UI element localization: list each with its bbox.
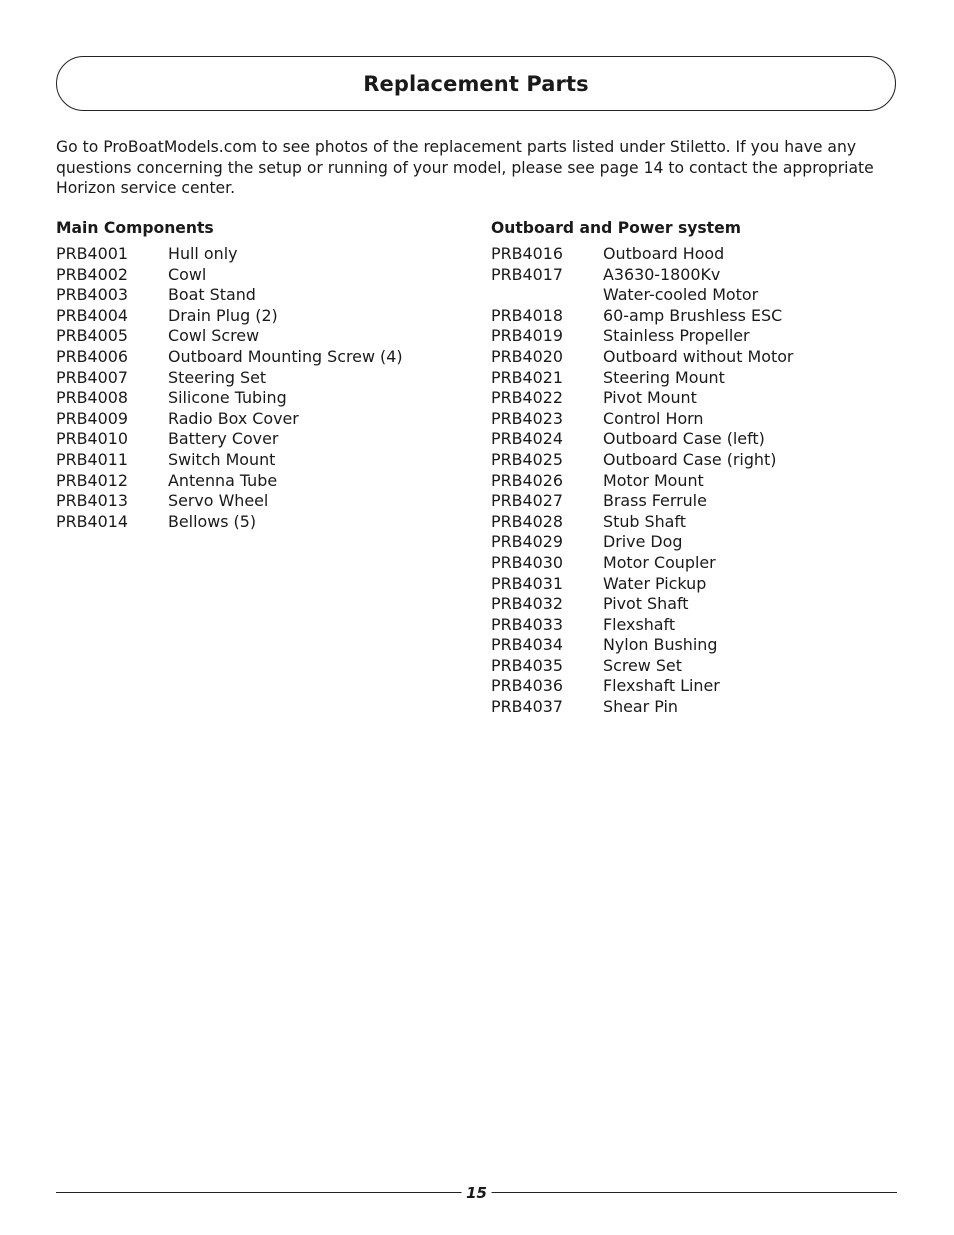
outboard-power-heading: Outboard and Power system bbox=[491, 219, 741, 237]
part-description: Cowl bbox=[168, 264, 207, 284]
part-description: Cowl Screw bbox=[168, 326, 260, 346]
part-row bbox=[56, 326, 476, 347]
part-row bbox=[491, 265, 901, 286]
part-description: Water Pickup bbox=[603, 573, 707, 593]
part-number: PRB4031 bbox=[491, 573, 563, 593]
part-description: Control Horn bbox=[603, 408, 704, 428]
part-row bbox=[56, 429, 476, 450]
part-description: Hull only bbox=[168, 244, 238, 263]
part-row bbox=[491, 594, 901, 615]
page-title: Replacement Parts bbox=[363, 71, 589, 96]
part-description: Pivot Mount bbox=[603, 388, 697, 408]
main-components-section bbox=[56, 218, 476, 532]
part-number: PRB4033 bbox=[491, 614, 563, 634]
part-number: PRB4022 bbox=[491, 388, 563, 408]
part-number bbox=[491, 285, 603, 306]
part-row bbox=[491, 244, 901, 265]
part-description: Steering Mount bbox=[603, 367, 725, 387]
part-description: Flexshaft bbox=[603, 614, 676, 634]
page-footer bbox=[56, 1182, 897, 1204]
part-number: PRB4014 bbox=[56, 511, 128, 531]
part-row bbox=[491, 471, 901, 492]
title-banner bbox=[56, 56, 896, 111]
part-description: Flexshaft Liner bbox=[603, 676, 720, 696]
part-row bbox=[491, 306, 901, 327]
part-number: PRB4018 bbox=[491, 305, 563, 325]
part-number: PRB4026 bbox=[491, 470, 563, 490]
part-row bbox=[491, 635, 901, 656]
main-components-heading: Main Components bbox=[56, 219, 214, 237]
part-description: Pivot Shaft bbox=[603, 594, 689, 614]
part-description: Stub Shaft bbox=[603, 511, 686, 531]
part-row bbox=[491, 512, 901, 533]
part-number: PRB4020 bbox=[491, 346, 563, 366]
part-number: PRB4009 bbox=[56, 408, 128, 428]
part-row bbox=[56, 368, 476, 389]
part-number: PRB4001 bbox=[56, 244, 128, 263]
part-number: PRB4016 bbox=[491, 244, 563, 263]
part-row bbox=[491, 450, 901, 471]
part-row bbox=[491, 676, 901, 697]
part-number: PRB4017 bbox=[491, 264, 563, 284]
part-number: PRB4007 bbox=[56, 367, 128, 387]
part-row bbox=[56, 285, 476, 306]
part-description: Bellows (5) bbox=[168, 511, 257, 531]
part-number: PRB4027 bbox=[491, 491, 563, 511]
part-row bbox=[491, 532, 901, 553]
part-row bbox=[491, 429, 901, 450]
outboard-power-section bbox=[491, 218, 901, 718]
part-number: PRB4037 bbox=[491, 697, 563, 717]
part-description: Motor Mount bbox=[603, 470, 704, 490]
part-description: Radio Box Cover bbox=[168, 408, 299, 428]
part-description: A3630-1800Kv bbox=[603, 264, 721, 284]
part-description: Outboard Mounting Screw (4) bbox=[168, 346, 403, 366]
part-row bbox=[491, 574, 901, 595]
part-description: Antenna Tube bbox=[168, 470, 278, 490]
part-row bbox=[56, 388, 476, 409]
part-number: PRB4030 bbox=[491, 552, 563, 572]
part-row bbox=[56, 512, 476, 533]
part-row bbox=[56, 265, 476, 286]
part-description: Nylon Bushing bbox=[603, 635, 718, 655]
part-description: Screw Set bbox=[603, 655, 682, 675]
part-row bbox=[491, 656, 901, 677]
page-number: 15 bbox=[461, 1182, 492, 1204]
part-description: Steering Set bbox=[168, 367, 267, 387]
part-row bbox=[56, 471, 476, 492]
part-row bbox=[491, 697, 901, 718]
part-description: 60-amp Brushless ESC bbox=[603, 305, 783, 325]
part-description: Silicone Tubing bbox=[168, 388, 287, 408]
part-number: PRB4023 bbox=[491, 408, 563, 428]
part-number: PRB4028 bbox=[491, 511, 563, 531]
part-description: Battery Cover bbox=[168, 429, 279, 449]
part-number: PRB4012 bbox=[56, 470, 128, 490]
part-row bbox=[491, 615, 901, 636]
part-description: Outboard without Motor bbox=[603, 346, 794, 366]
outboard-power-list bbox=[491, 244, 901, 718]
part-row bbox=[491, 491, 901, 512]
part-number: PRB4010 bbox=[56, 429, 128, 449]
part-description: Stainless Propeller bbox=[603, 326, 750, 346]
part-description: Shear Pin bbox=[603, 697, 678, 717]
intro-paragraph: Go to ProBoatModels.com to see photos of the replacement parts listed under Stiletto. If you have any questions concerning the setup or running of your model, please see page 14 to contact the appropriate Horizon service center. bbox=[56, 138, 874, 198]
part-number: PRB4002 bbox=[56, 264, 128, 284]
part-row bbox=[56, 450, 476, 471]
part-description: Outboard Case (left) bbox=[603, 429, 765, 449]
part-number: PRB4024 bbox=[491, 429, 563, 449]
part-row bbox=[491, 409, 901, 430]
part-number: PRB4032 bbox=[491, 594, 563, 614]
part-row bbox=[491, 347, 901, 368]
part-description: Drive Dog bbox=[603, 532, 683, 552]
part-number: PRB4004 bbox=[56, 305, 128, 325]
part-row bbox=[56, 306, 476, 327]
part-row bbox=[491, 388, 901, 409]
part-number: PRB4006 bbox=[56, 346, 128, 366]
part-row bbox=[491, 368, 901, 389]
part-number: PRB4035 bbox=[491, 655, 563, 675]
part-number: PRB4003 bbox=[56, 285, 128, 305]
part-description: Water-cooled Motor bbox=[603, 285, 759, 305]
part-row bbox=[56, 347, 476, 368]
part-number: PRB4019 bbox=[491, 326, 563, 346]
part-number: PRB4029 bbox=[491, 532, 563, 552]
part-description: Brass Ferrule bbox=[603, 491, 707, 511]
part-row bbox=[491, 326, 901, 347]
part-description: Motor Coupler bbox=[603, 552, 716, 572]
part-number: PRB4011 bbox=[56, 449, 128, 469]
part-number: PRB4021 bbox=[491, 367, 563, 387]
part-description: Drain Plug (2) bbox=[168, 305, 278, 325]
part-row bbox=[56, 409, 476, 430]
part-description: Switch Mount bbox=[168, 449, 276, 469]
part-row bbox=[491, 285, 901, 306]
part-number: PRB4036 bbox=[491, 676, 563, 696]
part-number: PRB4005 bbox=[56, 326, 128, 346]
part-row bbox=[491, 553, 901, 574]
part-number: PRB4025 bbox=[491, 449, 563, 469]
part-number: PRB4034 bbox=[491, 635, 563, 655]
part-number: PRB4013 bbox=[56, 491, 128, 511]
part-description: Outboard Case (right) bbox=[603, 449, 777, 469]
part-description: Outboard Hood bbox=[603, 244, 725, 263]
part-description: Servo Wheel bbox=[168, 491, 269, 511]
part-row bbox=[56, 244, 476, 265]
part-number: PRB4008 bbox=[56, 388, 128, 408]
main-components-list bbox=[56, 244, 476, 532]
part-row bbox=[56, 491, 476, 512]
part-description: Boat Stand bbox=[168, 285, 256, 305]
